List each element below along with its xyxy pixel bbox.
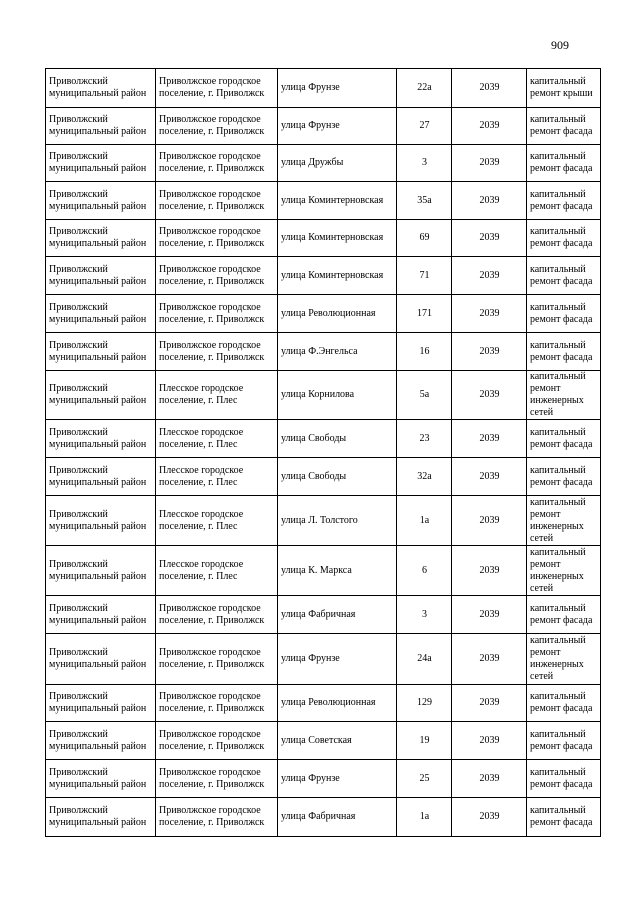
table-row [46, 108, 601, 145]
settlement-cell: Приволжское городское поселение, г. Приволжск [156, 257, 278, 295]
district-cell: Приволжский муниципальный район [46, 596, 156, 634]
settlement-cell: Приволжское городское поселение, г. Приволжск [156, 685, 278, 722]
house-number-cell: 69 [397, 220, 452, 257]
settlement-cell: Плесское городское поселение, г. Плес [156, 371, 278, 420]
house-number-cell: 3 [397, 596, 452, 634]
work-type-cell: капитальный ремонт фасада [527, 458, 601, 496]
table-row [46, 182, 601, 220]
year-cell: 2039 [452, 295, 527, 333]
year-cell: 2039 [452, 596, 527, 634]
work-type-cell: капитальный ремонт фасада [527, 182, 601, 220]
work-type-cell: капитальный ремонт инженерных сетей [527, 546, 601, 596]
settlement-cell: Приволжское городское поселение, г. Приволжск [156, 760, 278, 798]
year-cell: 2039 [452, 420, 527, 458]
year-cell: 2039 [452, 182, 527, 220]
table-row [46, 760, 601, 798]
settlement-cell: Приволжское городское поселение, г. Приволжск [156, 182, 278, 220]
district-cell: Приволжский муниципальный район [46, 798, 156, 837]
work-type-cell: капитальный ремонт фасада [527, 596, 601, 634]
year-cell: 2039 [452, 546, 527, 596]
table-row [46, 371, 601, 420]
street-cell: улица Революционная [278, 685, 397, 722]
street-cell: улица Фрунзе [278, 634, 397, 685]
table-row [46, 295, 601, 333]
table-row [46, 496, 601, 546]
district-cell: Приволжский муниципальный район [46, 295, 156, 333]
district-cell: Приволжский муниципальный район [46, 760, 156, 798]
settlement-cell: Приволжское городское поселение, г. Приволжск [156, 145, 278, 182]
street-cell: улица Фрунзе [278, 108, 397, 145]
house-number-cell: 5а [397, 371, 452, 420]
year-cell: 2039 [452, 458, 527, 496]
work-type-cell: капитальный ремонт фасада [527, 722, 601, 760]
street-cell: улица Л. Толстого [278, 496, 397, 546]
district-cell: Приволжский муниципальный район [46, 634, 156, 685]
table-row [46, 458, 601, 496]
work-type-cell: капитальный ремонт инженерных сетей [527, 371, 601, 420]
year-cell: 2039 [452, 333, 527, 371]
table-row [46, 685, 601, 722]
street-cell: улица Свободы [278, 458, 397, 496]
work-type-cell: капитальный ремонт фасада [527, 760, 601, 798]
year-cell: 2039 [452, 371, 527, 420]
street-cell: улица Фрунзе [278, 69, 397, 108]
settlement-cell: Приволжское городское поселение, г. Приволжск [156, 798, 278, 837]
work-type-cell: капитальный ремонт фасада [527, 798, 601, 837]
settlement-cell: Приволжское городское поселение, г. Приволжск [156, 295, 278, 333]
work-type-cell: капитальный ремонт фасада [527, 295, 601, 333]
table-row [46, 722, 601, 760]
street-cell: улица К. Маркса [278, 546, 397, 596]
street-cell: улица Коминтерновская [278, 182, 397, 220]
house-number-cell: 3 [397, 145, 452, 182]
district-cell: Приволжский муниципальный район [46, 458, 156, 496]
street-cell: улица Коминтерновская [278, 220, 397, 257]
street-cell: улица Советская [278, 722, 397, 760]
table-row [46, 596, 601, 634]
street-cell: улица Коминтерновская [278, 257, 397, 295]
street-cell: улица Свободы [278, 420, 397, 458]
district-cell: Приволжский муниципальный район [46, 371, 156, 420]
house-number-cell: 1а [397, 496, 452, 546]
street-cell: улица Революционная [278, 295, 397, 333]
street-cell: улица Фабричная [278, 798, 397, 837]
settlement-cell: Приволжское городское поселение, г. Приволжск [156, 220, 278, 257]
table-row [46, 546, 601, 596]
street-cell: улица Ф.Энгельса [278, 333, 397, 371]
table-body [46, 69, 601, 837]
work-type-cell: капитальный ремонт фасада [527, 685, 601, 722]
year-cell: 2039 [452, 108, 527, 145]
settlement-cell: Плесское городское поселение, г. Плес [156, 496, 278, 546]
district-cell: Приволжский муниципальный район [46, 257, 156, 295]
house-number-cell: 27 [397, 108, 452, 145]
house-number-cell: 23 [397, 420, 452, 458]
year-cell: 2039 [452, 69, 527, 108]
district-cell: Приволжский муниципальный район [46, 685, 156, 722]
table-row [46, 220, 601, 257]
house-number-cell: 16 [397, 333, 452, 371]
street-cell: улица Фрунзе [278, 760, 397, 798]
settlement-cell: Приволжское городское поселение, г. Приволжск [156, 722, 278, 760]
house-number-cell: 25 [397, 760, 452, 798]
work-type-cell: капитальный ремонт фасада [527, 257, 601, 295]
settlement-cell: Приволжское городское поселение, г. Приволжск [156, 596, 278, 634]
page-number: 909 [551, 38, 569, 52]
house-number-cell: 1а [397, 798, 452, 837]
year-cell: 2039 [452, 722, 527, 760]
street-cell: улица Корнилова [278, 371, 397, 420]
year-cell: 2039 [452, 634, 527, 685]
house-number-cell: 22а [397, 69, 452, 108]
house-number-cell: 71 [397, 257, 452, 295]
table-row [46, 798, 601, 837]
table-row [46, 420, 601, 458]
year-cell: 2039 [452, 760, 527, 798]
district-cell: Приволжский муниципальный район [46, 333, 156, 371]
district-cell: Приволжский муниципальный район [46, 182, 156, 220]
work-type-cell: капитальный ремонт инженерных сетей [527, 496, 601, 546]
table-row [46, 257, 601, 295]
house-number-cell: 171 [397, 295, 452, 333]
year-cell: 2039 [452, 257, 527, 295]
year-cell: 2039 [452, 685, 527, 722]
district-cell: Приволжский муниципальный район [46, 220, 156, 257]
work-type-cell: капитальный ремонт фасада [527, 145, 601, 182]
work-type-cell: капитальный ремонт крыши [527, 69, 601, 108]
district-cell: Приволжский муниципальный район [46, 145, 156, 182]
district-cell: Приволжский муниципальный район [46, 496, 156, 546]
settlement-cell: Плесское городское поселение, г. Плес [156, 546, 278, 596]
repair-schedule-table [45, 68, 601, 837]
district-cell: Приволжский муниципальный район [46, 722, 156, 760]
district-cell: Приволжский муниципальный район [46, 69, 156, 108]
settlement-cell: Плесское городское поселение, г. Плес [156, 420, 278, 458]
street-cell: улица Фабричная [278, 596, 397, 634]
house-number-cell: 24а [397, 634, 452, 685]
settlement-cell: Плесское городское поселение, г. Плес [156, 458, 278, 496]
district-cell: Приволжский муниципальный район [46, 420, 156, 458]
house-number-cell: 19 [397, 722, 452, 760]
table-row [46, 145, 601, 182]
year-cell: 2039 [452, 220, 527, 257]
settlement-cell: Приволжское городское поселение, г. Приволжск [156, 333, 278, 371]
street-cell: улица Дружбы [278, 145, 397, 182]
table-row [46, 333, 601, 371]
house-number-cell: 129 [397, 685, 452, 722]
year-cell: 2039 [452, 798, 527, 837]
table-row [46, 69, 601, 108]
table-row [46, 634, 601, 685]
settlement-cell: Приволжское городское поселение, г. Приволжск [156, 69, 278, 108]
work-type-cell: капитальный ремонт фасада [527, 420, 601, 458]
work-type-cell: капитальный ремонт инженерных сетей [527, 634, 601, 685]
settlement-cell: Приволжское городское поселение, г. Приволжск [156, 634, 278, 685]
house-number-cell: 6 [397, 546, 452, 596]
house-number-cell: 32а [397, 458, 452, 496]
settlement-cell: Приволжское городское поселение, г. Приволжск [156, 108, 278, 145]
district-cell: Приволжский муниципальный район [46, 108, 156, 145]
year-cell: 2039 [452, 496, 527, 546]
district-cell: Приволжский муниципальный район [46, 546, 156, 596]
work-type-cell: капитальный ремонт фасада [527, 108, 601, 145]
house-number-cell: 35а [397, 182, 452, 220]
work-type-cell: капитальный ремонт фасада [527, 333, 601, 371]
work-type-cell: капитальный ремонт фасада [527, 220, 601, 257]
year-cell: 2039 [452, 145, 527, 182]
